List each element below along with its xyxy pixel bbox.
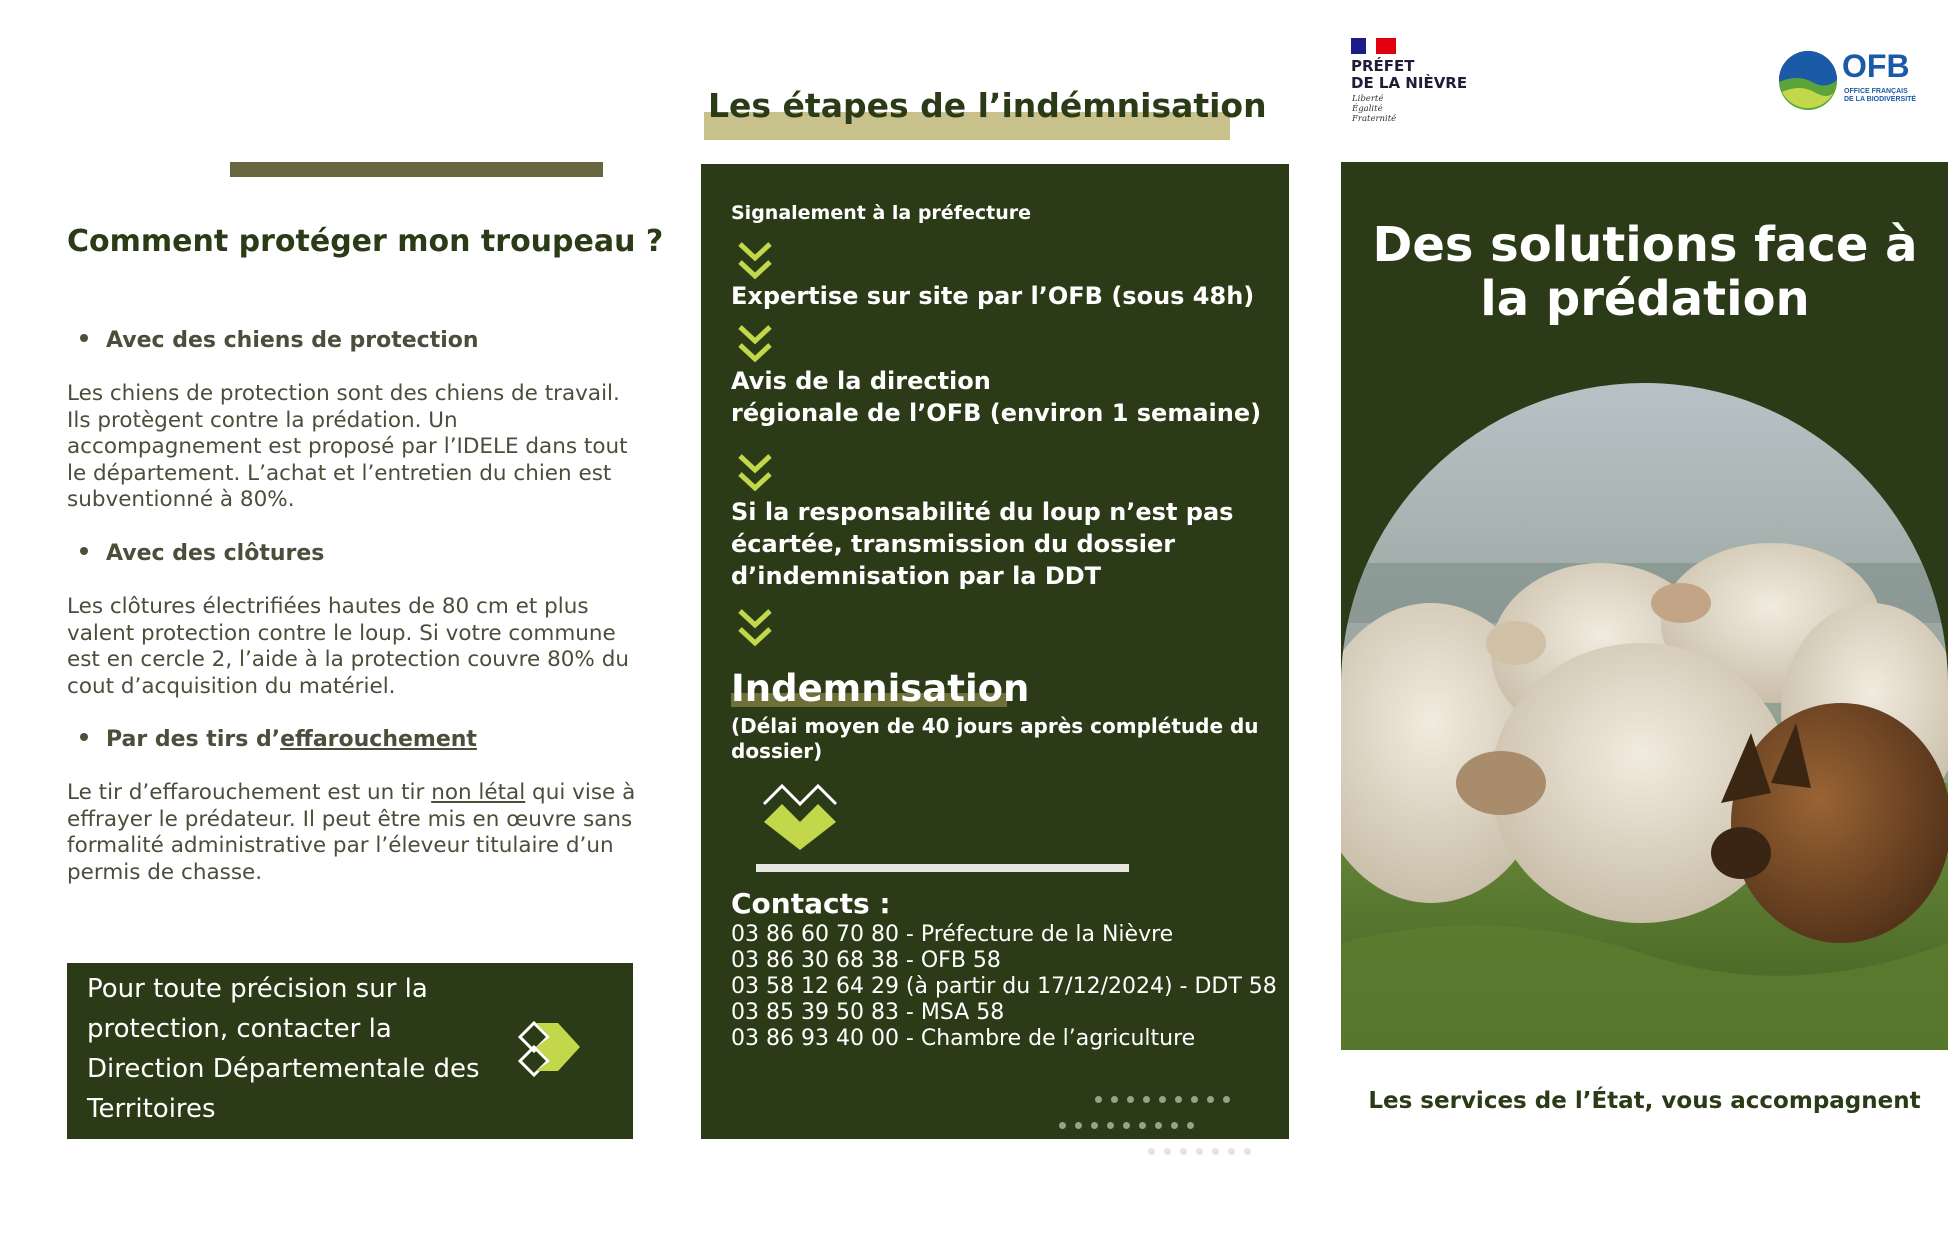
- chevron-down-icon: [737, 241, 773, 281]
- decorative-dots: [1095, 1088, 1239, 1096]
- contacts-title: Contacts :: [731, 887, 891, 920]
- bullet-icon: [80, 334, 88, 342]
- decorative-dots: [1059, 1114, 1203, 1122]
- contact-ofb: 03 86 30 68 38 - OFB 58: [731, 948, 1001, 973]
- cover-title: Des solutions face à la prédation: [1372, 217, 1918, 327]
- indemnisation-delay: (Délai moyen de 40 jours après complétude du dossier): [731, 714, 1259, 763]
- chevron-down-icon: [737, 608, 773, 648]
- step-signalement: Signalement à la préfecture: [731, 202, 1031, 224]
- bullet-heading-scare-shots: Par des tirs d’effarouchement: [80, 727, 477, 752]
- decorative-bar: [230, 162, 603, 177]
- contact-msa: 03 85 39 50 83 - MSA 58: [731, 1000, 1005, 1025]
- ofb-emblem-icon: [518, 1015, 582, 1079]
- ofb-logo-icon: [1778, 50, 1838, 110]
- cover-tagline: Les services de l’État, vous accompagnent: [1368, 1088, 1921, 1114]
- ofb-full-name: OFFICE FRANÇAIS DE LA BIODIVERSITÉ: [1844, 88, 1917, 103]
- contact-prefecture: 03 86 60 70 80 - Préfecture de la Nièvre: [731, 922, 1174, 947]
- step-expertise: Expertise sur site par l’OFB (sous 48h): [731, 282, 1255, 310]
- bullet-icon: [80, 547, 88, 555]
- section-title-protection: Comment protéger mon troupeau ?: [67, 224, 664, 259]
- paragraph-scare-shots: Le tir d’effarouchement est un tir non létal qui vise à effrayer le prédateur. Il peut être mis en œuvre sans formalité administrative par l’éleveur titulaire d’un permis de chasse.: [67, 780, 636, 885]
- bullet-heading-dogs: Avec des chiens de protection: [80, 328, 479, 353]
- step-avis-direction: Avis de la direction régionale de l’OFB (environ 1 semaine): [731, 367, 1262, 427]
- step-indemnisation: Indemnisation: [731, 667, 1030, 710]
- contact-chambre-agriculture: 03 86 93 40 00 - Chambre de l’agriculture: [731, 1026, 1196, 1051]
- bullet-heading-fences: Avec des clôtures: [80, 541, 324, 566]
- step-transmission-dossier: Si la responsabilité du loup n’est pas écartée, transmission du dossier d’indemnisation par la DDT: [731, 498, 1234, 590]
- divider-line: [756, 864, 1129, 872]
- chevron-down-icon: [737, 453, 773, 493]
- prefet-title: PRÉFET DE LA NIÈVRE: [1351, 57, 1468, 92]
- marianne-logo-icon: [1351, 38, 1396, 54]
- chevron-down-icon: [737, 324, 773, 364]
- contact-ddt: 03 58 12 64 29 (à partir du 17/12/2024) - DDT 58: [731, 974, 1277, 999]
- ddt-contact-text: Pour toute précision sur la protection, contacter la Direction Départementale des Territoires: [87, 974, 480, 1124]
- republic-motto: Liberté Égalité Fraternité: [1352, 94, 1397, 124]
- paragraph-fences: Les clôtures électrifiées hautes de 80 cm et plus valent protection contre le loup. Si votre commune est en cercle 2, l’aide à la protection couvre 80% du cout d’acquisition du matériel.: [67, 594, 629, 699]
- sheep-and-dog-photo: [1341, 383, 1948, 1050]
- ofb-emblem-icon: [760, 782, 840, 852]
- bullet-icon: [80, 733, 88, 741]
- ofb-name: OFB: [1842, 48, 1910, 84]
- paragraph-dogs: Les chiens de protection sont des chiens de travail. Ils protègent contre la prédation. Un accompagnement est proposé par l’IDELE dans tout le département. L’achat et l’entretien du chien est subventionné à 80%.: [67, 381, 628, 512]
- section-title-indemnisation-steps: Les étapes de l’indémnisation: [708, 86, 1267, 125]
- decorative-dots: [1148, 1140, 1260, 1148]
